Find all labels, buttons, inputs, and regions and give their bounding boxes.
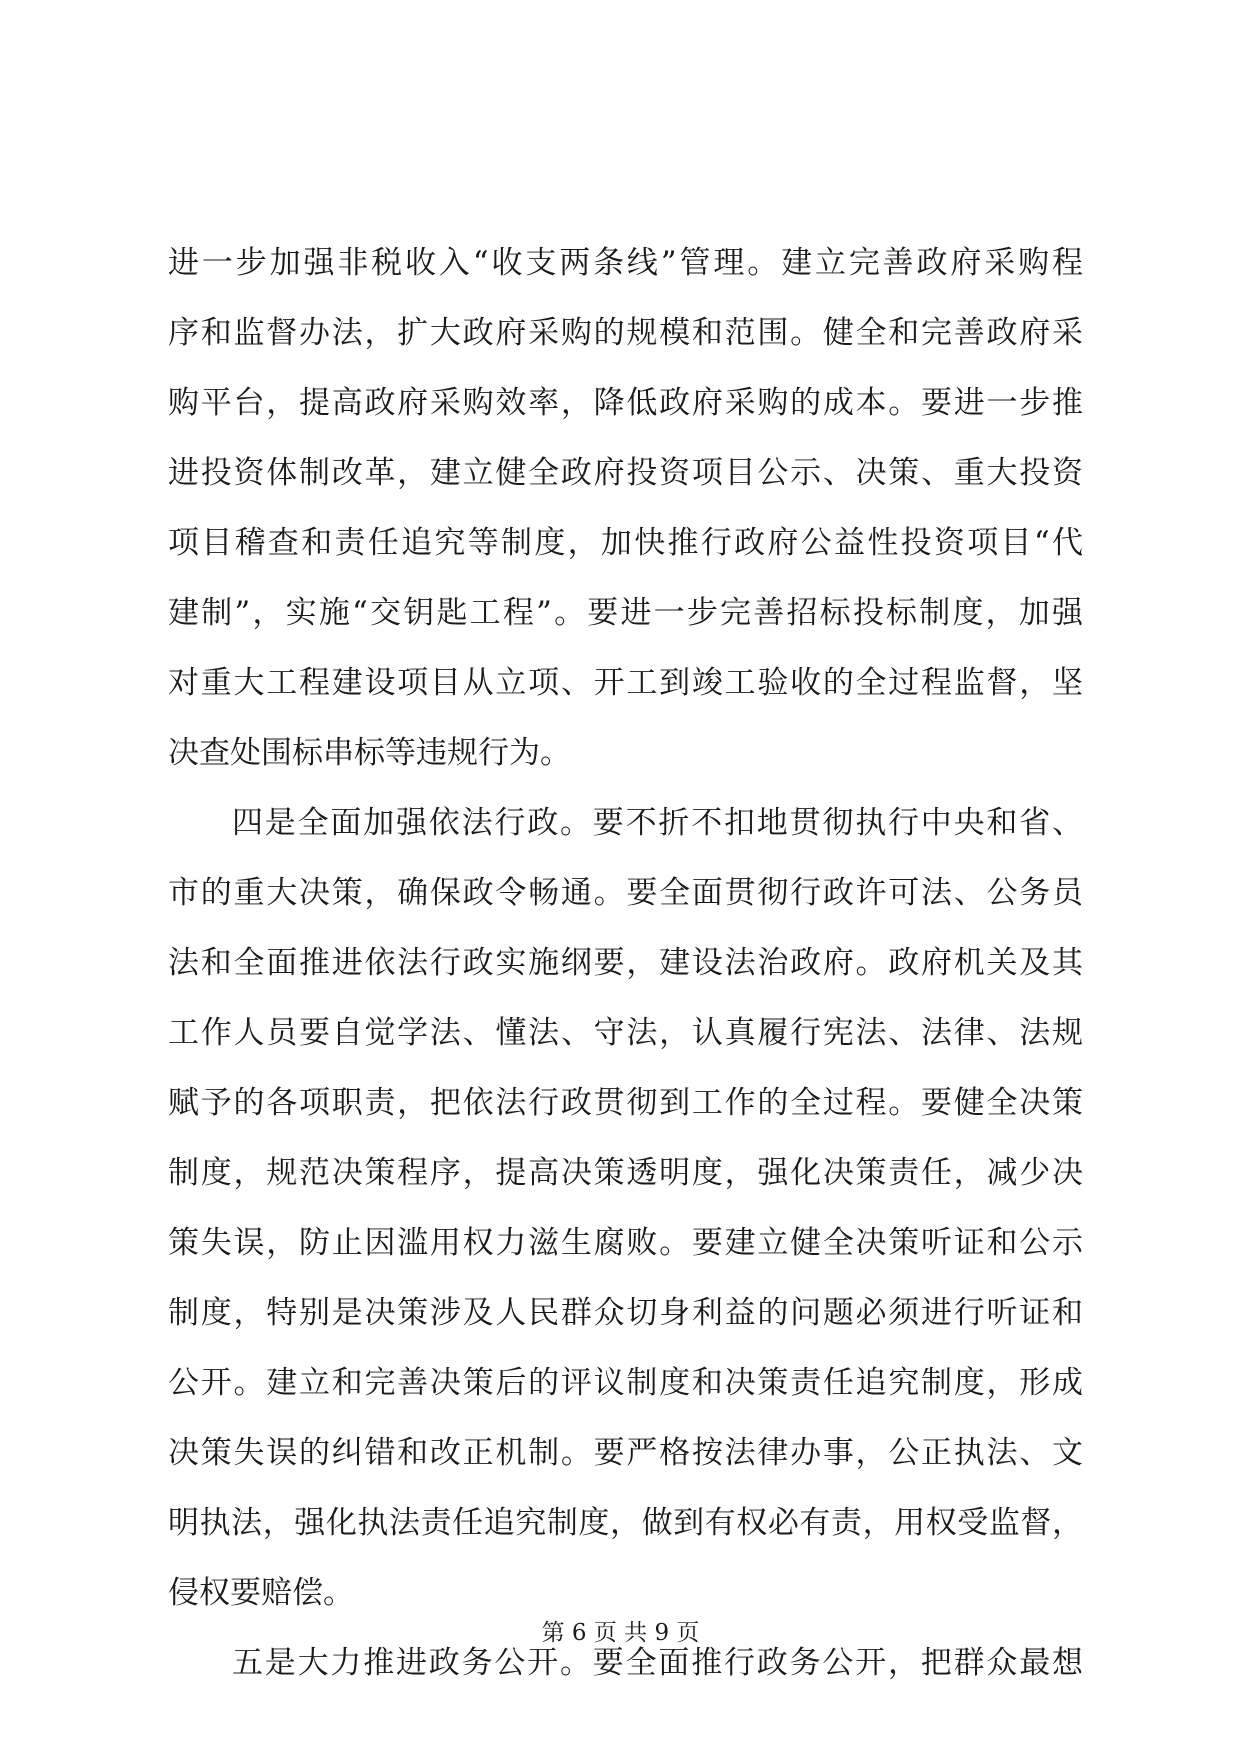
text-line: 赋予的各项职责，把依法行政贯彻到工作的全过程。要健全决策 xyxy=(168,1085,1083,1121)
text-line: 对重大工程建设项目从立项、开工到竣工验收的全过程监督，坚 xyxy=(168,665,1083,701)
text-line: 序和监督办法，扩大政府采购的规模和范围。健全和完善政府采 xyxy=(168,315,1083,351)
text-line: 五是大力推进政务公开。要全面推行政务公开，把群众最想 xyxy=(232,1645,1083,1681)
text-line: 法和全面推进依法行政实施纲要，建设法治政府。政府机关及其 xyxy=(168,945,1083,981)
text-line: 公开。建立和完善决策后的评议制度和决策责任追究制度，形成 xyxy=(168,1365,1083,1401)
text-line: 侵权要赔偿。 xyxy=(168,1575,354,1611)
text-line: 明执法，强化执法责任追究制度，做到有权必有责，用权受监督， xyxy=(168,1505,1083,1541)
text-line: 策失误，防止因滥用权力滋生腐败。要建立健全决策听证和公示 xyxy=(168,1225,1083,1261)
text-line: 进一步加强非税收入“收支两条线”管理。建立完善政府采购程 xyxy=(168,245,1083,281)
text-line: 决策失误的纠错和改正机制。要严格按法律办事，公正执法、文 xyxy=(168,1435,1083,1471)
page-footer: 第 6 页 共 9 页 xyxy=(541,1620,700,1646)
text-line: 决查处围标串标等违规行为。 xyxy=(168,735,571,771)
text-line: 项目稽查和责任追究等制度，加快推行政府公益性投资项目“代 xyxy=(168,525,1083,561)
text-line: 市的重大决策，确保政令畅通。要全面贯彻行政许可法、公务员 xyxy=(168,875,1083,911)
text-line: 制度，特别是决策涉及人民群众切身利益的问题必须进行听证和 xyxy=(168,1295,1083,1331)
text-line: 制度，规范决策程序，提高决策透明度，强化决策责任，减少决 xyxy=(168,1155,1083,1191)
text-line: 工作人员要自觉学法、懂法、守法，认真履行宪法、法律、法规 xyxy=(168,1015,1083,1051)
text-line: 建制”，实施“交钥匙工程”。要进一步完善招标投标制度，加强 xyxy=(168,595,1083,631)
text-line: 进投资体制改革，建立健全政府投资项目公示、决策、重大投资 xyxy=(168,455,1083,491)
text-line: 购平台，提高政府采购效率，降低政府采购的成本。要进一步推 xyxy=(168,385,1083,421)
body-text xyxy=(168,228,1083,1698)
text-line: 四是全面加强依法行政。要不折不扣地贯彻执行中央和省、 xyxy=(232,805,1083,841)
